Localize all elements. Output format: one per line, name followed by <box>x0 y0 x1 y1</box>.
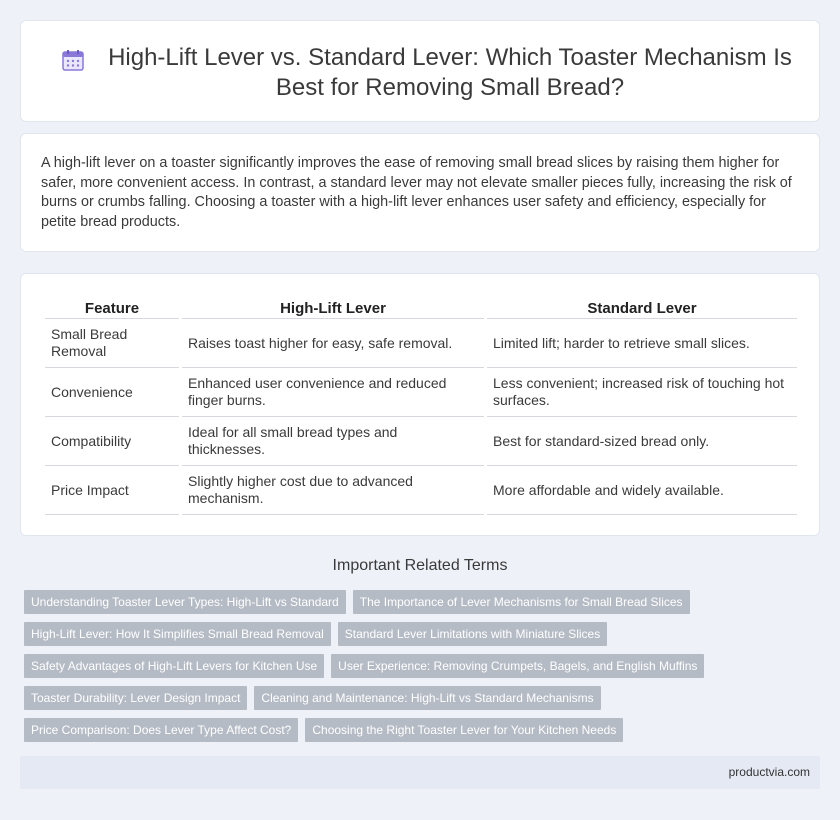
related-tag[interactable]: User Experience: Removing Crumpets, Bagels, and English Muffins <box>331 654 704 678</box>
high-lift-cell: Ideal for all small bread types and thicknesses. <box>182 417 484 466</box>
table-row <box>45 368 797 417</box>
related-tag[interactable]: Toaster Durability: Lever Design Impact <box>24 686 247 710</box>
related-terms-heading: Important Related Terms <box>332 557 508 574</box>
related-tags-row <box>24 654 704 678</box>
footer <box>20 756 820 789</box>
related-tags-row <box>24 686 601 710</box>
related-tags-row <box>24 622 607 646</box>
high-lift-cell: Enhanced user convenience and reduced finger burns. <box>182 368 484 417</box>
table-row <box>45 417 797 466</box>
related-tag[interactable]: Price Comparison: Does Lever Type Affect Cost? <box>24 718 298 742</box>
title-card <box>20 20 820 122</box>
related-tag[interactable]: Understanding Toaster Lever Types: High-Lift vs Standard <box>24 590 346 614</box>
related-tag[interactable]: The Importance of Lever Mechanisms for Small Bread Slices <box>353 590 690 614</box>
standard-cell: Limited lift; harder to retrieve small slices. <box>487 319 797 368</box>
related-tags-row <box>24 590 690 614</box>
feature-cell: Convenience <box>45 368 179 417</box>
table-row <box>45 319 797 368</box>
high-lift-cell: Raises toast higher for easy, safe removal. <box>182 319 484 368</box>
standard-cell: Best for standard-sized bread only. <box>487 417 797 466</box>
comparison-table-card <box>20 273 820 536</box>
related-tag[interactable]: Choosing the Right Toaster Lever for Your Kitchen Needs <box>305 718 623 742</box>
footer-site-link[interactable]: productvia.com <box>728 765 810 779</box>
header-feature: Feature <box>45 295 179 319</box>
intro-card <box>20 133 820 252</box>
feature-cell: Price Impact <box>45 466 179 515</box>
high-lift-cell: Slightly higher cost due to advanced mechanism. <box>182 466 484 515</box>
related-tag[interactable]: High-Lift Lever: How It Simplifies Small Bread Removal <box>24 622 331 646</box>
related-tag[interactable]: Standard Lever Limitations with Miniature Slices <box>338 622 607 646</box>
comparison-table <box>42 295 800 515</box>
page-title: High-Lift Lever vs. Standard Lever: Which Toaster Mechanism Is Best for Removing Small Bread? <box>108 44 792 101</box>
calendar-icon <box>61 48 85 72</box>
related-tag[interactable]: Cleaning and Maintenance: High-Lift vs Standard Mechanisms <box>254 686 600 710</box>
standard-cell: Less convenient; increased risk of touching hot surfaces. <box>487 368 797 417</box>
related-tags-row <box>24 718 623 742</box>
feature-cell: Small Bread Removal <box>45 319 179 368</box>
table-header-row <box>45 295 797 319</box>
intro-paragraph: A high-lift lever on a toaster significantly improves the ease of removing small bread slices by raising them higher for safer, more convenient access. In contrast, a standard lever may not elevate smaller pieces fully, increasing the risk of burns or crumbs falling. Choosing a toaster with a high-lift lever enhances user safety and efficiency, especially for petite bread products. <box>41 155 792 230</box>
header-standard: Standard Lever <box>487 295 797 319</box>
feature-cell: Compatibility <box>45 417 179 466</box>
standard-cell: More affordable and widely available. <box>487 466 797 515</box>
header-high-lift: High-Lift Lever <box>182 295 484 319</box>
related-tag[interactable]: Safety Advantages of High-Lift Levers for Kitchen Use <box>24 654 324 678</box>
table-row <box>45 466 797 515</box>
